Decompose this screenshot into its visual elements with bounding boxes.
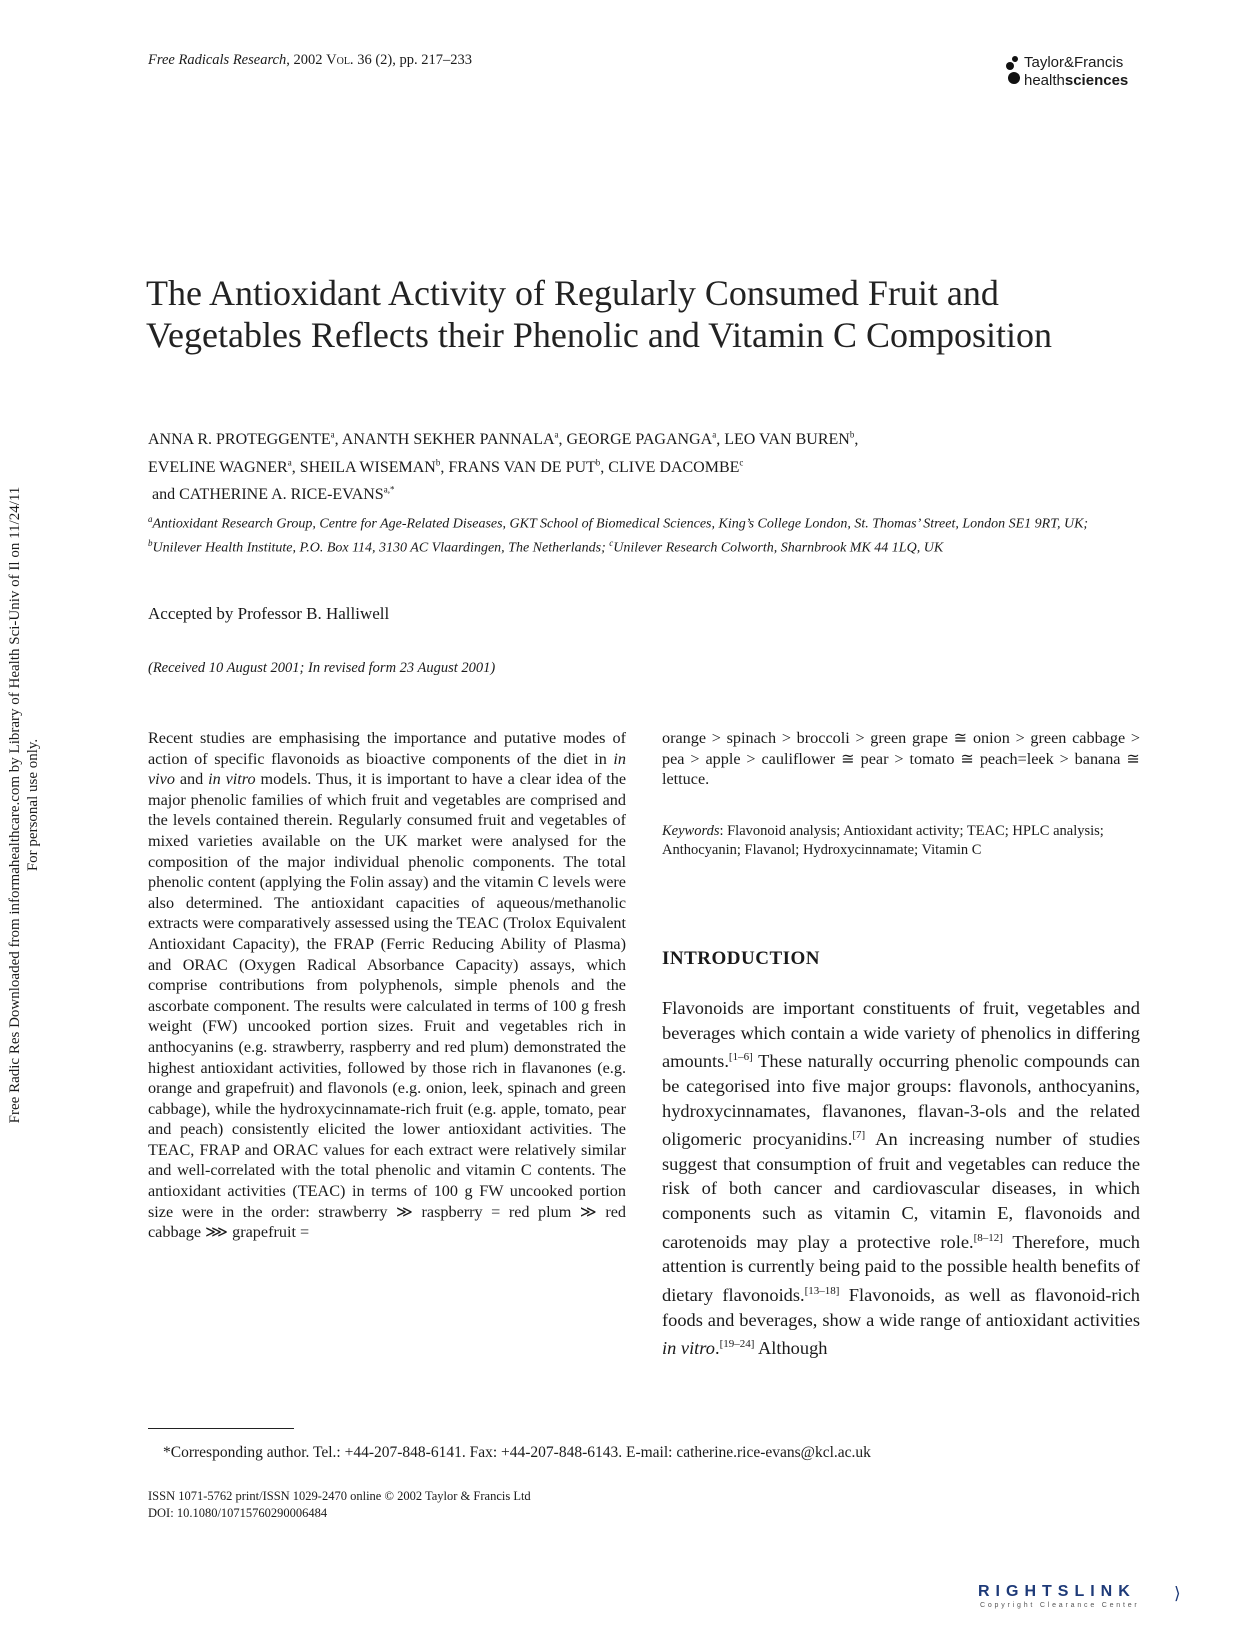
publisher-division: healthsciences: [1024, 72, 1129, 89]
keywords: [662, 822, 1140, 860]
journal-name: Free Radicals Research: [148, 52, 287, 68]
reference[interactable]: [1–6]: [728, 1051, 753, 1064]
author-list: [148, 424, 1108, 506]
author: EVELINE WAGNER$^a$,: [148, 457, 300, 476]
accepted-by: Accepted by Professor B. Halliwell: [148, 604, 390, 623]
affiliations: $^a$Antioxidant Research Group, Centre for Age-Related Diseases, GKT School of Biomedical Sciences, King’s College London, St. Thomas’ Street, London SE1 9RT, UK; $^b$Unilever Health Institute, P.O. Box 114, 3130 AC Vlaardingen, The Netherlands; $^c$Unilever Research Colworth, Sharnbrook MK 44 1LQ, UK: [148, 514, 1089, 556]
author: GEORGE PAGANGA$^a$,: [566, 430, 725, 449]
issn-info: [148, 1488, 531, 1522]
doi-line: DOI: 10.1080/10715760290006484: [148, 1506, 328, 1520]
received-dates: (Received 10 August 2001; In revised form 23 August 2001): [148, 660, 496, 676]
reference[interactable]: [13–18]: [804, 1284, 840, 1297]
rightslink-logo[interactable]: [978, 1583, 1198, 1613]
author: and CATHERINE A. RICE-$EVANS^{a,*}$: [152, 484, 395, 503]
reference[interactable]: [7]: [852, 1129, 866, 1142]
abstract: Recent studies are emphasising the importance and putative modes of action of specific flavonoids as bioactive components of the diet in in vivo and in vitro models. Thus, it is important to have a clear idea of the major phenolic families of which fruit and vegetables are comprised and the levels contained therein. Regularly consumed fruit and vegetables of mixed varieties available on the UK market were analysed for the composition of the major individual phenolic components. The total phenolic content (applying the Folin assay) and the vitamin C levels were also determined. The antioxidant capacities of aqueous/methanolic extracts were comparatively assessed using the TEAC (Trolox Equivalent Antioxidant Capacity), the FRAP (Ferric Reducing Ability of Plasma) and ORAC (Oxygen Radical Absorbance Capacity) assays, which comprise contributions from polyphenols, simple phenols and the ascorbate component. The results were calculated in terms of 100 g fresh weight (FW) uncooked portion sizes. Fruit and vegetables rich in anthocyanins (e.g. strawberry, raspberry and red plum) demonstrated the highest antioxidant activities, followed by those rich in flavanones (e.g. orange and grapefruit) and flavonols (e.g. onion, leek, spinach and green cabbage), while the hydroxycinnamate-rich fruit (e.g. apple, tomato, pear and peach) consistently elicited the lower antioxidant activities. The TEAC, FRAP and ORAC values for each extract were relatively similar and well-correlated with the total phenolic and vitamin C contents. The antioxidant activities (TEAC) in terms of 100 g FW uncooked portion size were in the order: strawberry ≫ raspberry = red plum ≫ red cabbage ⋙ grapefruit =: [148, 729, 626, 1242]
introduction-text: Flavonoids are important constituents of fruit, vegetables and beverages which contain a wide variety of phenolics in differing amounts.[1–6] These naturally occurring phenolic compounds can be categorised into five major groups: flavonols, anthocyanins, hydroxycinnamates, flavanones, flavan-3-ols and the related oligomeric procyanidins.[7] An increasing number of studies suggest that consumption of fruit and vegetables can reduce the risk of both cancer and cardiovascular diseases, in which components such as vitamin C, vitamin E, flavonoids and carotenoids may play a protective role.[8–12] Therefore, much attention is currently being paid to the possible health benefits of dietary flavonoids.[13–18] Flavonoids, as well as flavonoid-rich foods and beverages, show a wide range of antioxidant activities in vitro.[19–24] Although: [662, 998, 1140, 1359]
reference[interactable]: [8–12]: [973, 1231, 1003, 1244]
download-sidebar: [0, 0, 60, 1628]
journal-vol-label: Vol.: [326, 52, 354, 68]
publisher-logo: [1002, 54, 1152, 94]
footnote-rule: [148, 1428, 294, 1429]
section-heading-introduction: INTRODUCTION: [662, 948, 821, 969]
rightslink-wordmark: RIGHTSLINK: [978, 1583, 1136, 1600]
author: SHEILA WISEMAN$^b$,: [299, 457, 449, 476]
article-title: The Antioxidant Activity of Regularly Consumed Fruit and Vegetables Reflects their Phenolic and Vitamin C Composition: [146, 273, 1053, 355]
keywords-list: : Flavonoid analysis; Antioxidant activity; TEAC; HPLC analysis; Anthocyanin; Flavanol; Hydroxycinnamate; Vitamin C: [662, 823, 1104, 858]
author: ANANTH SEKHER PANNALA$^a$,: [341, 430, 567, 449]
reference[interactable]: [19–24]: [719, 1338, 755, 1351]
journal-pages: 36 (2), pp. 217–233: [353, 52, 472, 68]
taylor-francis-dots-icon: [1002, 54, 1022, 94]
rightslink-arrow-icon: ⟩: [1174, 1584, 1181, 1603]
download-notice: Free Radic Res Downloaded from informahealthcare.com by Library of Health Sci-Univ of Il on 11/24/11: [7, 486, 23, 1124]
affiliation: Antioxidant Research Group, Centre for Age-Related Diseases, GKT School of Biomedical Sciences, King’s College London, St. Thomas’ Street, London SE1 9RT, UK;: [152, 516, 1089, 532]
abstract-continuation: orange > spinach > broccoli > green grape ≅ onion > green cabbage > pea > apple > cauliflower ≅ pear > tomato ≅ peach=leek > banana ≅ lettuce.: [662, 729, 1140, 789]
corresponding-author-footnote: *Corresponding author. Tel.: +44-207-848-6141. Fax: +44-207-848-6143. E-mail: catherine.rice-evans@kcl.ac.uk: [163, 1444, 871, 1461]
journal-citation: [148, 52, 472, 69]
rightslink-subtitle: Copyright Clearance Center: [980, 1602, 1140, 1609]
journal-year: , 2002: [286, 52, 327, 68]
author: FRANS VAN DE PUT$^b$,: [448, 457, 609, 476]
publisher-name: Taylor&Francis: [1024, 54, 1124, 71]
personal-use-notice: For personal use only.: [25, 738, 41, 872]
issn-line: ISSN 1071-5762 print/ISSN 1029-2470 online © 2002 Taylor & Francis Ltd: [148, 1489, 531, 1503]
affiliation: Unilever Research Colworth, Sharnbrook MK 44 1LQ, UK: [613, 540, 944, 556]
author: CLIVE DACOMBE$^c$: [608, 457, 744, 476]
affiliation: Unilever Health Institute, P.O. Box 114, 3130 AC Vlaardingen, The Netherlands;: [152, 540, 610, 556]
author: ANNA R. PROTEGGENTE$^a$,: [148, 430, 342, 449]
keywords-label: Keywords: [662, 823, 720, 839]
author: LEO VAN BUREN$^b$,: [724, 430, 859, 449]
